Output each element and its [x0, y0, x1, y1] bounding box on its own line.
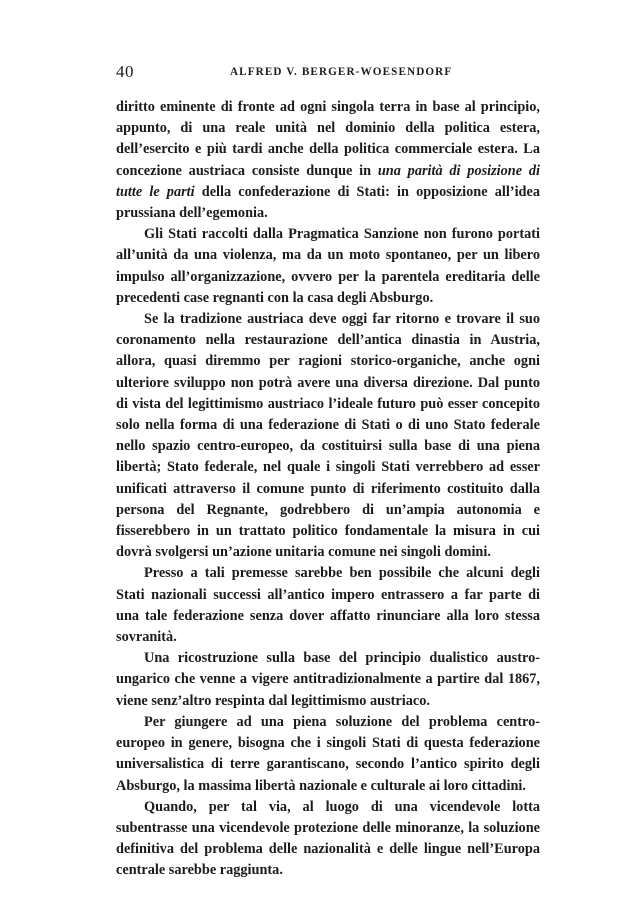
paragraph-2: Gli Stati raccolti dalla Pragmatica Sanzione non furono portati all’unità da una violenza, ma da un moto spontaneo, per un libero impulso all’organizzazione, ovvero per la parentela ereditaria delle precedenti case regnanti con la casa degli Absburgo.: [116, 226, 540, 306]
page-number: 40: [116, 62, 134, 81]
paragraph-4: Presso a tali premesse sarebbe ben possibile che alcuni degli Stati nazionali successi all’antico impero entrassero a far parte di una tale federazione senza dover affatto rinunciare alla loro stessa sovranità.: [116, 565, 540, 646]
paragraph-1: [116, 97, 540, 224]
paragraph-1-emphasis: una parità di posizione di tutte le parti: [116, 162, 540, 200]
paragraph-6: Per giungere ad una piena soluzione del problema centro-europeo in genere, bisogna che i singoli Stati di questa federazione universalistica di terre garantiscano, secondo l’antico spirito degli Absburgo, la massima libertà nazionale e culturale ai loro cittadini.: [116, 713, 540, 794]
paragraph-7: Quando, per tal via, al luogo di una vicendevole lotta subentrasse una vicendevole protezione delle minoranze, la soluzione definitiva del problema delle nazionalità e delle lingue nell’Europa centrale sarebbe raggiunta.: [116, 798, 540, 879]
paragraph-3: Se la tradizione austriaca deve oggi far ritorno e trovare il suo coronamento nella restaurazione dell’antica dinastia in Austria, allora, quasi diremmo per ragioni storico-organiche, anche ogni ulteriore sviluppo non potrà avere una diversa direzione. Dal punto di vista del legittimismo austriaco l’ideale futuro può esser concepito solo nella forma di una federazione di Stati o di uno Stato federale nello spazio centro-europeo, da costituirsi sulla base di una piena libertà; Stato federale, nel quale i singoli Stati verrebbero ad esser unificati attraverso il comune punto di riferimento costituito dalla persona del Regnante, godrebbero di un’ampia autonomia e fisserebbero in un trattato politico fondamentale la misura in cui dovrà svolgersi un’azione unitaria comune nei singoli domini.: [116, 311, 540, 561]
page-header: [116, 62, 540, 84]
paragraph-1-start: diritto eminente di fronte ad ogni singola terra in base al principio, appunto, di una reale unità nel dominio della politica estera, dell’esercito e più tardi anche della politica commerciale estera. La concezione austriaca consiste dunque in: [116, 99, 540, 179]
paragraph-5: Una ricostruzione sulla base del principio dualistico austro-ungarico che venne a vigere antitradizionalmente a partire dal 1867, viene senz’altro respinta dal legittimismo austriaco.: [116, 650, 540, 709]
body-text: [116, 97, 540, 882]
paragraph-1-end: della confederazione di Stati: in opposizione all’idea prussiana dell’egemonia.: [116, 183, 540, 222]
running-title: ALFRED V. BERGER-WOESENDORF: [230, 66, 453, 78]
